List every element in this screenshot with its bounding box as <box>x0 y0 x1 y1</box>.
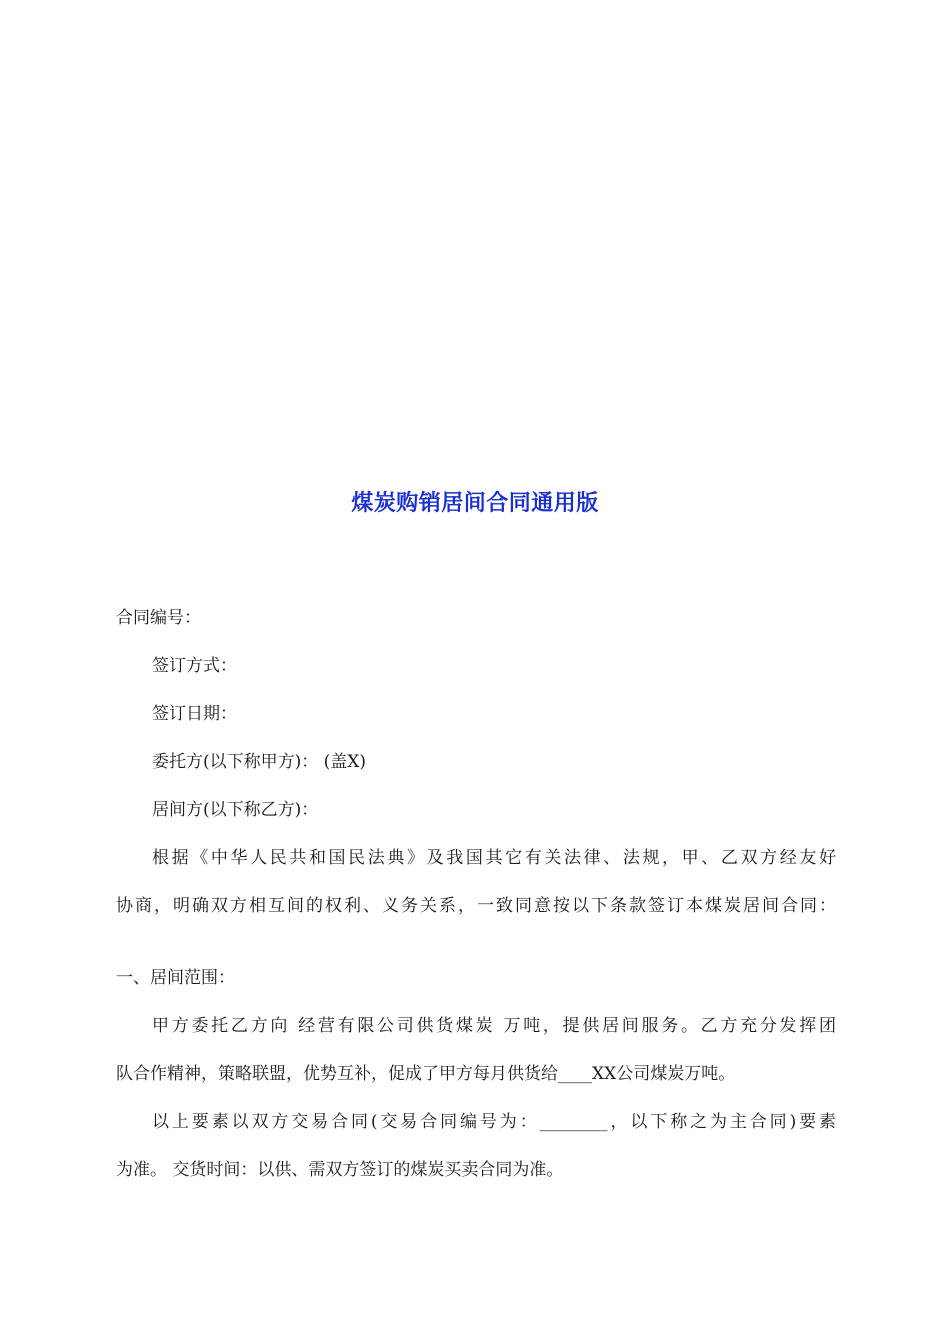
section-1-p2-line-1: 以上要素以双方交易合同(交易合同编号为：________，以下称之为主合同)要素 <box>152 1112 836 1132</box>
section-1-paragraph-1 <box>116 1014 836 1086</box>
section-1-p2-line-2: 为准。 交货时间：以供、需双方签订的煤炭买卖合同为准。 <box>116 1160 564 1180</box>
party-a-field: 委托方(以下称甲方)： (盖X) <box>152 752 367 772</box>
section-1-p1-line-2: 队合作精神，策略联盟，优势互补，促成了甲方每月供货给____XX公司煤炭万吨。 <box>116 1064 736 1084</box>
party-b-field: 居间方(以下称乙方)： <box>152 800 319 820</box>
document-body <box>116 606 836 1182</box>
signing-method-field: 签订方式： <box>152 656 237 676</box>
document-title: 煤炭购销居间合同通用版 <box>351 491 599 516</box>
section-1-heading: 一、居间范围： <box>116 968 235 988</box>
contract-number-field: 合同编号： <box>116 608 201 628</box>
signing-date-field: 签订日期： <box>152 704 237 724</box>
intro-paragraph <box>116 846 836 918</box>
section-1-p1-line-1: 甲方委托乙方向 经营有限公司供货煤炭 万吨，提供居间服务。乙方充分发挥团 <box>152 1016 836 1036</box>
section-1-paragraph-2 <box>116 1110 836 1182</box>
intro-line-1: 根据《中华人民共和国民法典》及我国其它有关法律、法规，甲、乙双方经友好 <box>152 848 836 868</box>
intro-line-2: 协商，明确双方相互间的权利、义务关系，一致同意按以下条款签订本煤炭居间合同： <box>116 896 836 916</box>
